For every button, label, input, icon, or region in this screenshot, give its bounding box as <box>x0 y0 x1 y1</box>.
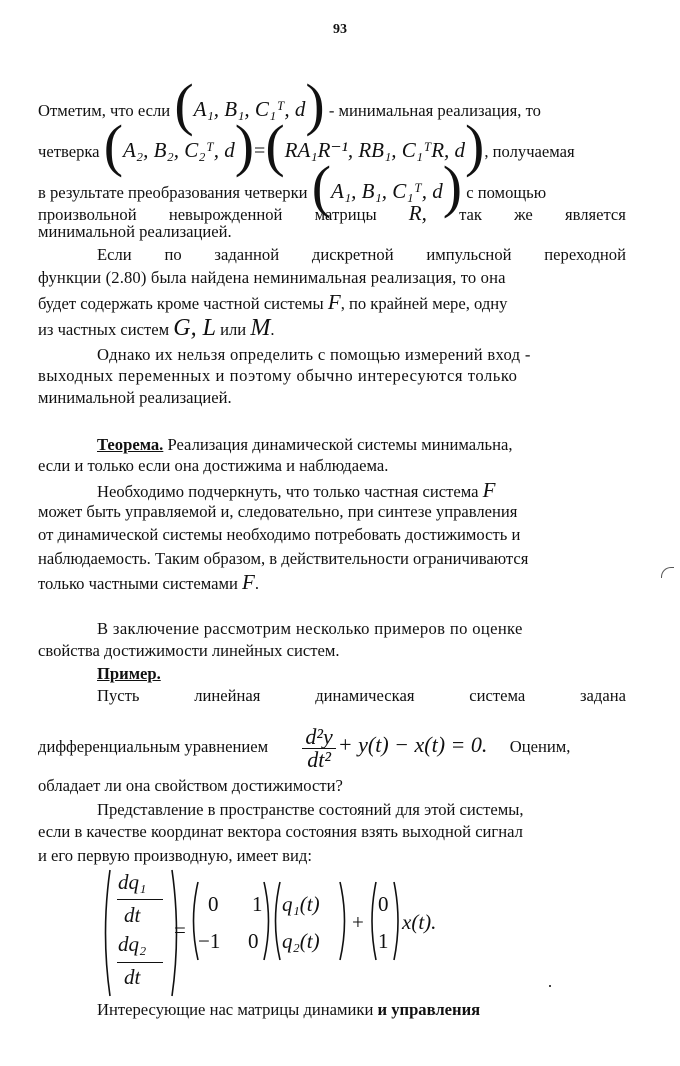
state-q2: q₂(t) <box>282 929 320 953</box>
a12: 1 <box>252 892 263 916</box>
equation-rest: + y(t) − x(t) = 0. <box>337 732 488 757</box>
lhs-bottom-den: dt <box>124 965 141 989</box>
theorem-label: Теорема. <box>97 435 164 454</box>
example-line-3: обладает ли она свойством достижимости? <box>38 776 343 795</box>
lhs-top-bar <box>117 899 163 900</box>
p4-line-5: только частными системами F. <box>38 570 260 594</box>
p4-line-4: наблюдаемость. Таким образом, в действительности ограничиваются <box>38 549 529 568</box>
p1-line-3: в результате преобразования четверки (A₁, B₁, C₁ᵀ, d) с помощью <box>38 154 547 219</box>
tuple-a1: A₁, B₁, C₁ᵀ, d <box>193 97 306 121</box>
lhs-top-num: dq₁ <box>118 870 147 894</box>
p6-line-2: если в качестве координат вектора состояния взять выходной сигнал <box>38 822 523 841</box>
p6-line-3: и его первую производную, имеет вид: <box>38 846 312 865</box>
theorem-line-1: Теорема. Реализация динамической системы минимальна, <box>97 435 513 454</box>
example-line-2: дифференциальным уравнением $\frac{\text{d²y}}{\text{dt²}}$ + y(t) − x(t) = 0. Оценим, <box>38 723 571 772</box>
input-x: x(t). <box>402 910 437 934</box>
p4-line-1: Необходимо подчеркнуть, что только частная система F <box>97 478 496 502</box>
state-q1: q₁(t) <box>282 892 320 916</box>
a11: 0 <box>208 892 219 916</box>
p4-line-2: может быть управляемой и, следовательно, при синтезе управления <box>38 502 518 521</box>
p3-line-2: выходных переменных и поэтому обычно интересуются только <box>38 366 518 385</box>
a21: −1 <box>198 929 221 953</box>
p6-line-1: Представление в пространстве состояний для этой системы, <box>97 800 524 819</box>
p3-line-3: минимальной реализацией. <box>38 388 232 407</box>
p2-line-3: будет содержать кроме частной системы F, по крайней мере, одну <box>38 290 508 314</box>
p1-line-2: четверка (A₂, B₂, C₂ᵀ, d)=(RA₁R⁻¹, RB₁, C₁ᵀR, d), получаемая <box>38 113 575 178</box>
p1-line-1: Отметим, что если (A₁, B₁, C₁ᵀ, d) - минимальная реализация, то <box>38 72 541 137</box>
p2-line-2: функции (2.80) была найдена неминимальная реализация, то она <box>38 268 506 287</box>
example-label: Пример. <box>97 664 161 683</box>
stray-dot <box>549 985 551 987</box>
p3-line-1: Однако их нельзя определить с помощью измерений вход - <box>97 345 531 364</box>
b1: 0 <box>378 892 389 916</box>
a22: 0 <box>248 929 259 953</box>
p2-line-4: из частных систем G, L или M. <box>38 315 275 341</box>
matrix-equals: = <box>174 918 186 942</box>
p1-line-4: произвольной невырожденной матрицы R, так же является <box>38 201 626 225</box>
p2-line-1: Если по заданной дискретной импульсной переходной <box>97 245 626 264</box>
p5-line-2: свойства достижимости линейных систем. <box>38 641 340 660</box>
b2: 1 <box>378 929 389 953</box>
lhs-bottom-num: dq₂ <box>118 932 147 956</box>
example-line-1: Пусть линейная динамическая система задана <box>97 686 626 705</box>
theorem-line-2: если и только если она достижима и наблюдаема. <box>38 456 389 475</box>
matrix-plus: + <box>352 910 364 934</box>
page-number: 93 <box>333 22 347 37</box>
lhs-top-den: dt <box>124 903 141 927</box>
lhs-bottom-bar <box>117 962 163 963</box>
p4-line-3: от динамической системы необходимо потребовать достижимость и <box>38 525 521 544</box>
p1-line-5: минимальной реализацией. <box>38 222 232 241</box>
second-derivative-fraction: $\frac{\text{d²y}}{\text{dt²}}$ <box>302 726 335 771</box>
p5-line-1: В заключение рассмотрим несколько примеров по оценке <box>97 619 523 638</box>
last-line: Интересующие нас матрицы динамики и управления <box>97 1000 481 1019</box>
